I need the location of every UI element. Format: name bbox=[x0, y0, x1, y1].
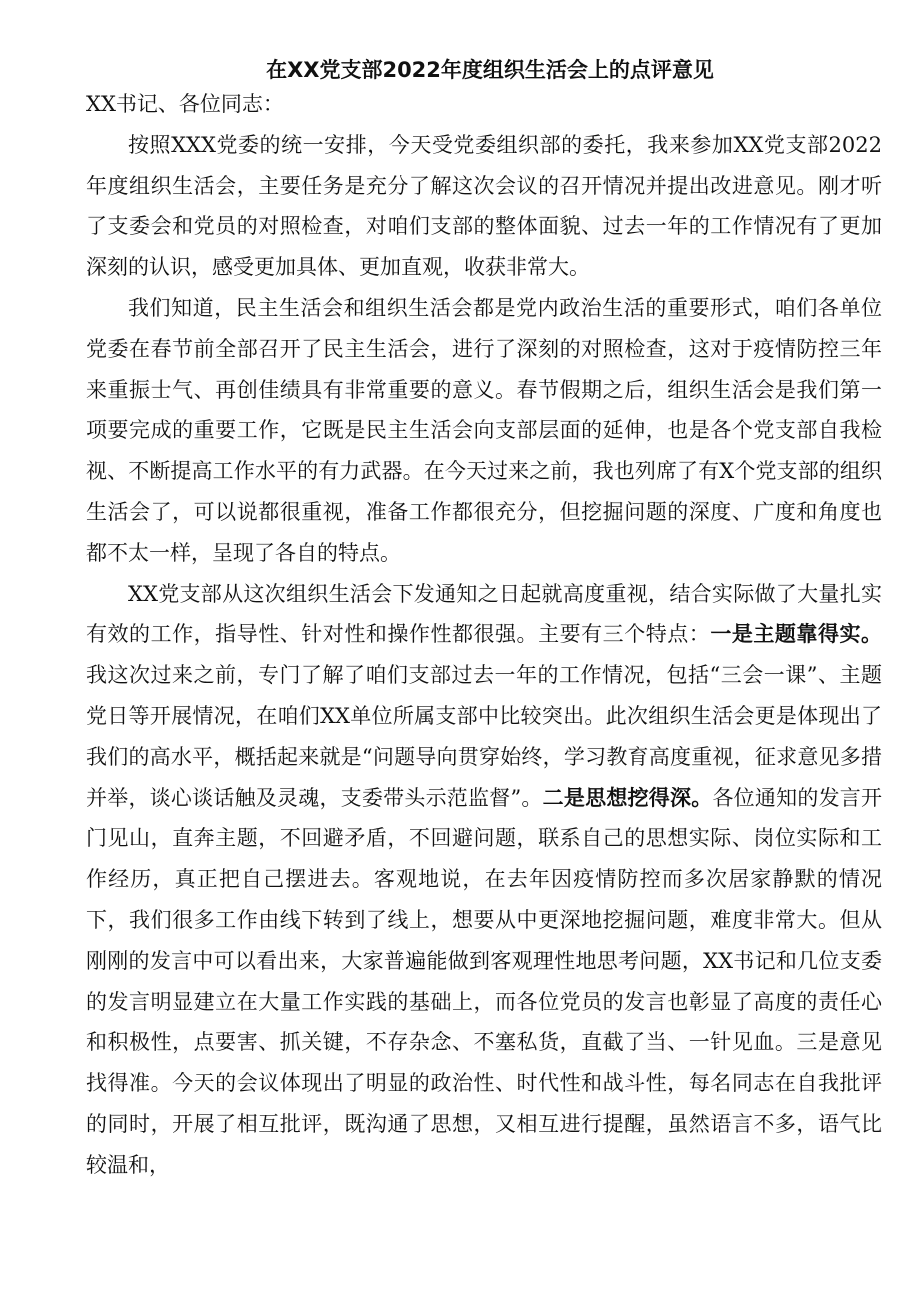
paragraph-1: 按照XXX党委的统一安排，今天受党委组织部的委托，我来参加XX党支部2022年度组织生活会，主要任务是充分了解这次会议的召开情况并提出改进意见。刚才听了支委会和党员的对照检查，对咱们支部的整体面貌、过去一年的工作情况有了更加深刻的认识，感受更加具体、更加直观，收获非常大。 bbox=[86, 132, 882, 280]
paragraph-2: 我们知道，民主生活会和组织生活会都是党内政治生活的重要形式，咱们各单位党委在春节前全部召开了民主生活会，进行了深刻的对照检查，这对于疫情防控三年来重振士气、再创佳绩具有非常重要的意义。春节假期之后，组织生活会是我们第一项要完成的重要工作，它既是民主生活会向支部层面的延伸，也是各个党支部自我检视、不断提高工作水平的有力武器。在今天过来之前，我也列席了有X个党支部的组织生活会了，可以说都很重视，准备工作都很充分，但挖掘问题的深度、广度和角度也都不太一样，呈现了各自的特点。 bbox=[86, 295, 882, 565]
paragraph-3-intro: XX党支部从这次组织生活会下发通知之日起就高度重视，结合实际做了大量扎实有效的工作，指导性、针对性和操作性都很强。主要有三个特点： bbox=[86, 581, 882, 647]
paragraph-3 bbox=[86, 574, 882, 1186]
point-1-heading: 一是主题靠得实。 bbox=[710, 622, 883, 647]
greeting: XX书记、各位同志： bbox=[86, 92, 284, 116]
document-title: 在XX党支部2022年度组织生活会上的点评意见 bbox=[266, 58, 714, 82]
point-2-heading: 二是思想挖得深。 bbox=[542, 785, 713, 810]
point-1-text: 我这次过来之前，专门了解了咱们支部过去一年的工作情况，包括“三会一课”、主题党日等开展情况，在咱们XX单位所属支部中比较突出。此次组织生活会更是体现出了我们的高水平，概括起来就是“问题导向贯穿始终，学习教育高度重视，征求意见多措并举，谈心谈话触及灵魂，支委带头示范监督”。 bbox=[86, 663, 882, 810]
point-2-text: 各位通知的发言开门见山，直奔主题，不回避矛盾，不回避问题，联系自己的思想实际、岗位实际和工作经历，真正把自己摆进去。客观地说，在去年因疫情防控而多次居家静默的情况下，我们很多工作由线下转到了线上，想要从中更深地挖掘问题，难度非常大。但从刚刚的发言中可以看出来，大家普遍能做到客观理性地思考问题，XX书记和几位支委的发言明显建立在大量工作实践的基础上，而各位党员的发言也彰显了高度的责任心和积极性，点要害、抓关键，不存杂念、不塞私货，直截了当、一针见血。三是意见找得准。今天的会议体现出了明显的政治性、时代性和战斗性，每名同志在自我批评的同时，开展了相互批评，既沟通了思想，又相互进行提醒，虽然语言不多，语气比较温和， bbox=[86, 785, 883, 1177]
